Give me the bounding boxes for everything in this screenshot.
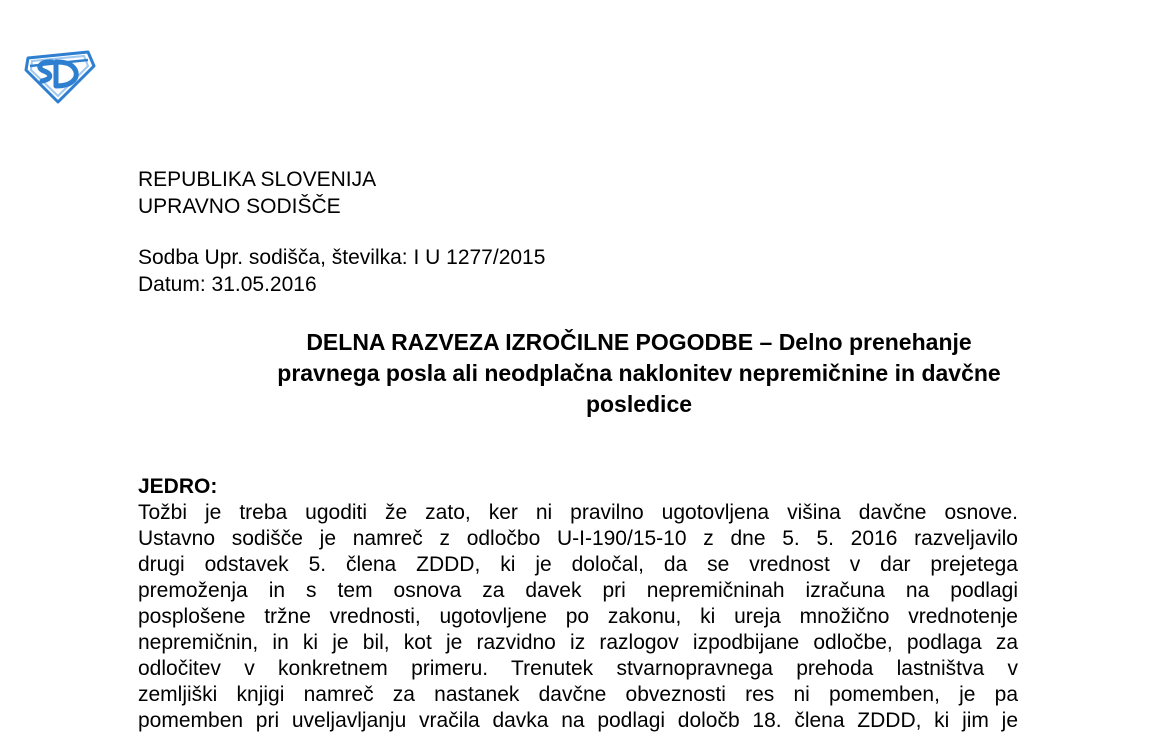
header-country: REPUBLIKA SLOVENIJA bbox=[138, 168, 377, 191]
paragraph-line: posplošene tržne vrednosti, ugotovljene po zakonu, ki ureja množično vrednotenje bbox=[138, 605, 1018, 628]
core-heading: JEDRO: bbox=[138, 475, 218, 498]
title-line: DELNA RAZVEZA IZROČILNE POGODBE – Delno prenehanje bbox=[306, 329, 972, 355]
core-paragraph bbox=[138, 500, 1018, 734]
paragraph-line: drugi odstavek 5. člena ZDDD, ki je določal, da se vrednost v dar prejetega bbox=[138, 553, 1018, 576]
court-logo-icon bbox=[22, 48, 96, 104]
court-header bbox=[138, 166, 376, 220]
paragraph-line: premoženja in s tem osnova za davek pri nepremičninah izračuna na podlagi bbox=[138, 579, 1018, 602]
case-date: Datum: 31.05.2016 bbox=[138, 273, 317, 296]
paragraph-line: zemljiški knjigi namreč za nastanek davčne obveznosti res ni pomemben, je pa bbox=[138, 683, 1018, 706]
header-court: UPRAVNO SODIŠČE bbox=[138, 195, 341, 218]
case-meta bbox=[138, 244, 545, 298]
paragraph-line: pomemben pri uveljavljanju vračila davka na podlagi določb 18. člena ZDDD, ki jim je bbox=[138, 709, 1018, 732]
paragraph-line: odločitev v konkretnem primeru. Trenutek stvarnopravnega prehoda lastništva v bbox=[138, 657, 1018, 680]
paragraph-line: Tožbi je treba ugoditi že zato, ker ni pravilno ugotovljena višina davčne osnove. bbox=[138, 501, 1018, 524]
document-title bbox=[138, 327, 1140, 420]
case-number: Sodba Upr. sodišča, številka: I U 1277/2015 bbox=[138, 246, 546, 269]
paragraph-line: nepremičnin, in ki je bil, kot je razvidno iz razlogov izpodbijane odločbe, podlaga za bbox=[138, 631, 1018, 654]
title-line: posledice bbox=[585, 391, 693, 417]
paragraph-line: Ustavno sodišče je namreč z odločbo U-I-190/15-10 z dne 5. 5. 2016 razveljavilo bbox=[138, 527, 1018, 550]
title-line: pravnega posla ali neodplačna naklonitev nepremičnine in davčne bbox=[277, 360, 1001, 386]
